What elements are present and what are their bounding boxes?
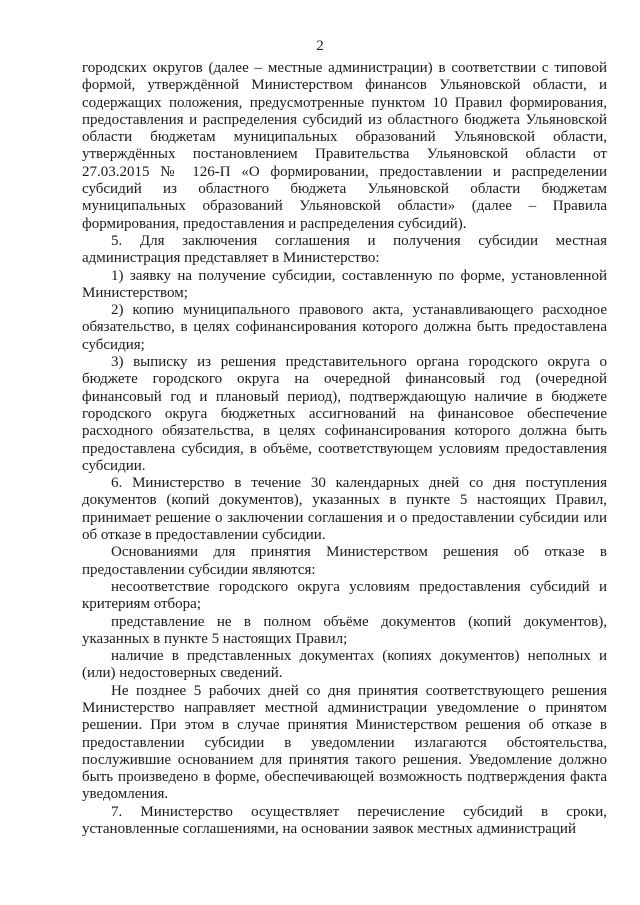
paragraph-subitem-1: 1) заявку на получение субсидии, составленную по форме, установленной Министерством;	[82, 267, 607, 301]
paragraph-ground-2: представление не в полном объёме документов (копий документов), указанных в пункте 5 настоящих Правил;	[82, 613, 607, 647]
page-number: 2	[316, 38, 324, 54]
paragraph-ground-1: несоответствие городского округа условиям предоставления субсидий и критериям отбора;	[82, 578, 607, 613]
paragraph-refusal-grounds: Основаниями для принятия Министерством решения об отказе в предоставлении субсидии являются:	[82, 544, 607, 578]
paragraph-item-6: 6. Министерство в течение 30 календарных дней со дня поступления документов (копий документов), указанных в пункте 5 настоящих Правил, принимает решение о заключении соглашения и о предоставлении субсидии или об отказе в предоставлении субсидии.	[82, 475, 607, 544]
document-body	[82, 60, 607, 838]
paragraph-item-5: 5. Для заключения соглашения и получения субсидии местная администрация представляет в Министерство:	[82, 232, 607, 267]
paragraph-notification: Не позднее 5 рабочих дней со дня принятия соответствующего решения Министерство направляет местной администрации уведомление о принятом решении. При этом в случае принятия Министерством решения об отказе в предоставлении субсидии в уведомлении излагаются обстоятельства, послужившие основанием для принятия такого решения. Уведомление должно быть произведено в форме, обеспечивающей возможность подтверждения факта уведомления.	[82, 682, 607, 803]
paragraph-continuation: городских округов (далее – местные администрации) в соответствии с типовой формой, утверждённой Министерством финансов Ульяновской области, и содержащих положения, предусмотренные пунктом 10 Правил формирования, предоставления и распределения субсидий из областного бюджета Ульяновской области бюджетам муниципальных образований Ульяновской области, утверждённых постановлением Правительства Ульяновской области от 27.03.2015 № 126-П «О формировании, предоставлении и распределении субсидий из областного бюджета Ульяновской области бюджетам муниципальных образований Ульяновской области» (далее – Правила формирования, предоставления и распределения субсидий).	[82, 60, 607, 232]
paragraph-subitem-3: 3) выписку из решения представительного органа городского округа о бюджете городского округа на очередной финансовый год (очередной финансовый год и плановый период), подтверждающую наличие в бюджете городского округа бюджетных ассигнований на финансовое обеспечение расходного обязательства, в целях софинансирования которого должна быть предоставлена субсидия, в объёме, соответствующем условиям предоставления субсидии.	[82, 354, 607, 474]
paragraph-item-7: 7. Министерство осуществляет перечисление субсидий в сроки, установленные соглашениями, на основании заявок местных администраций	[82, 803, 607, 838]
paragraph-subitem-2: 2) копию муниципального правового акта, устанавливающего расходное обязательство, в целях софинансирования которого должна быть предоставлена субсидия;	[82, 302, 607, 353]
paragraph-ground-3: наличие в представленных документах (копиях документов) неполных и (или) недостоверных сведений.	[82, 648, 607, 682]
